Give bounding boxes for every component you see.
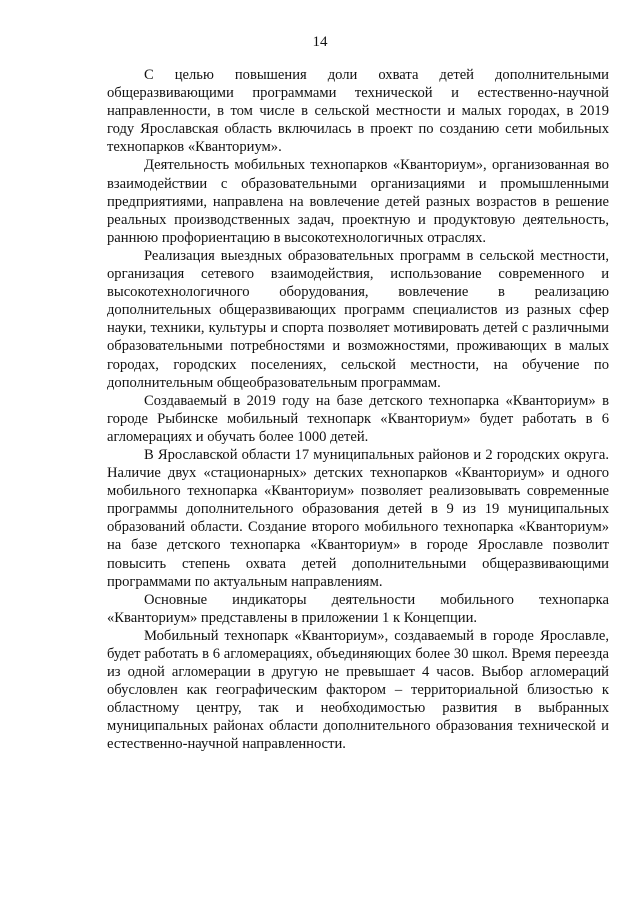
paragraph-mobile-technoparks-intro: С целью повышения доли охвата детей дополнительными общеразвивающими программами технической и естественно-научной направленности, в том числе в сельской местности и малых городах, в 2019 году Ярославская область включилась в проект по созданию сети мобильных технопарков «Кванториум». (107, 67, 609, 156)
paragraph-yaroslavl-agglomerations: Мобильный технопарк «Кванториум», создаваемый в городе Ярославле, будет работать в 6 агломерациях, объединяющих более 30 школ. Время переезда из одной агломерации в другую не превышает 4 часов. Выбор агломераций обусловлен как географическим фактором – территориальной близостью к областному центру, так и необходимостью развития в выбранных муниципальных районах области дополнительного образования технической и естественно-научной направленности. (107, 627, 609, 753)
page-number: 14 (312, 34, 328, 50)
paragraph-indicators: Основные индикаторы деятельности мобильного технопарка «Кванториум» представлены в приложении 1 к Концепции. (107, 591, 609, 626)
paragraph-rybinsk-technopark: Создаваемый в 2019 году на базе детского технопарка «Кванториум» в городе Рыбинске мобильный технопарк «Кванториум» будет работать в 6 агломерациях и обучать более 1000 детей. (107, 392, 609, 445)
paragraph-activity: Деятельность мобильных технопарков «Кванториум», организованная во взаимодействии с образовательными организациями и промышленными предприятиями, направлена на вовлечение детей разных возрастов в решение реальных производственных задач, проектную и продуктовую деятельность, раннюю профориентацию в высокотехнологичных отраслях. (107, 157, 609, 246)
paragraph-municipal-coverage: В Ярославской области 17 муниципальных районов и 2 городских округа. Наличие двух «стационарных» детских технопарков «Кванториум» и одного мобильного технопарка «Кванториум» позволяет реализовывать современные программы дополнительного образования детей в 9 из 19 муниципальных образований области. Создание второго мобильного технопарка «Кванториум» на базе детского технопарка «Кванториум» в городе Ярославле позволит повысить степень охвата детей дополнительными общеразвивающими программами по актуальным направлениям. (107, 446, 609, 590)
paragraph-outreach-programs: Реализация выездных образовательных программ в сельской местности, организация сетевого взаимодействия, использование современного и высокотехнологичного оборудования, вовлечение в реализацию дополнительных общеразвивающих программ специалистов из разных сфер науки, техники, культуры и спорта позволяет мотивировать детей с различными образовательными потребностями и возможностями, проживающих в малых городах, городских поселениях, сельской местности, на обучение по дополнительным общеобразовательным программам. (107, 247, 609, 391)
document-body (107, 66, 609, 754)
